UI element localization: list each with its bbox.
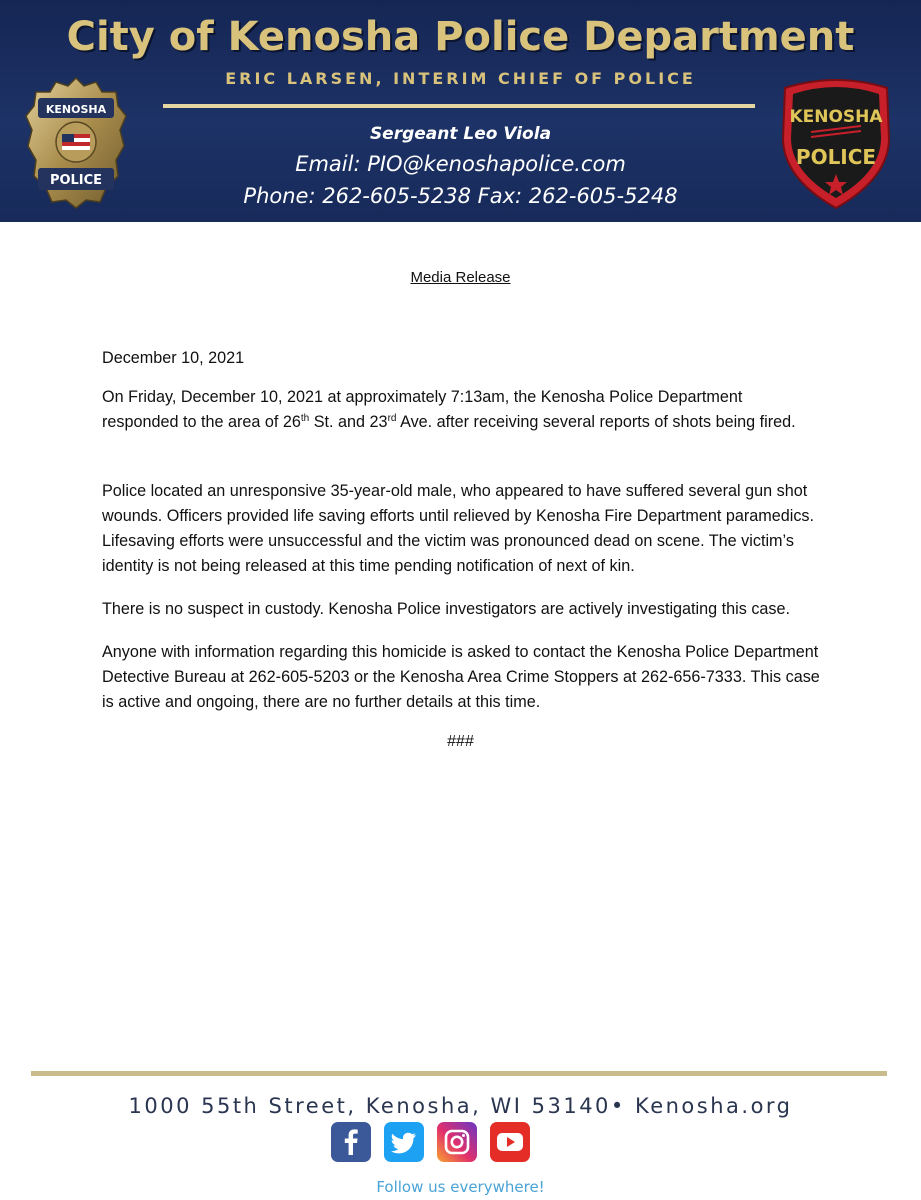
- footer-address: 1000 55th Street, Kenosha, WI 53140• Kenosha.org: [128, 1094, 793, 1118]
- end-mark: ###: [447, 733, 474, 750]
- footer-divider: [31, 1071, 887, 1076]
- patch-bottom-text: POLICE: [795, 145, 877, 169]
- instagram-icon[interactable]: [437, 1122, 477, 1162]
- contact-phone: Phone: 262-605-5238 Fax: 262-605-5248: [243, 184, 678, 208]
- paragraph-incident-part-c: Ave. after receiving several reports of shots being fired.: [396, 413, 796, 431]
- paragraph-suspect: There is no suspect in custody. Kenosha Police investigators are actively investigating this case.: [102, 600, 791, 618]
- youtube-icon[interactable]: [490, 1122, 530, 1162]
- paragraph-victim: Police located an unresponsive 35-year-old male, who appeared to have suffered several gun shot wounds. Officers provided life saving efforts until relieved by Kenosha Fire Department paramedics. Lifesaving efforts were unsuccessful and the victim was pronounced dead on scene. The victim’s identity is not being released at this time pending notification of next of kin.: [102, 482, 815, 575]
- paragraph-incident-part-b: St. and 23: [309, 413, 388, 431]
- follow-us-text: Follow us everywhere!: [376, 1178, 545, 1196]
- twitter-icon[interactable]: [384, 1122, 424, 1162]
- release-date: December 10, 2021: [102, 349, 245, 367]
- media-release-heading: Media Release: [410, 269, 511, 286]
- police-badge-icon: [24, 76, 128, 210]
- paragraph-incident-part-a: On Friday, December 10, 2021 at approximately 7:13am, the Kenosha Police Department responded to the area of 26: [102, 388, 743, 431]
- contact-name: Sergeant Leo Viola: [369, 124, 552, 144]
- superscript-th: th: [300, 413, 310, 424]
- header-banner: [0, 0, 921, 222]
- chief-subtitle: ERIC LARSEN, INTERIM CHIEF OF POLICE: [225, 69, 696, 88]
- banner-divider: [163, 104, 755, 108]
- facebook-icon[interactable]: [331, 1122, 371, 1162]
- patch-top-text: KENOSHA: [789, 107, 883, 127]
- badge-bottom-text: POLICE: [49, 173, 103, 188]
- superscript-rd: rd: [387, 413, 397, 424]
- police-patch-icon: [777, 74, 895, 210]
- paragraph-incident: [102, 385, 820, 435]
- department-title: City of Kenosha Police Department: [66, 14, 855, 60]
- contact-email: Email: PIO@kenoshapolice.com: [295, 152, 626, 176]
- paragraph-contact: Anyone with information regarding this homicide is asked to contact the Kenosha Police Department Detective Bureau at 262-605-5203 or the Kenosha Area Crime Stoppers at 262-656-7333. This case is active and ongoing, there are no further details at this time.: [102, 643, 820, 711]
- badge-top-text: KENOSHA: [45, 103, 107, 116]
